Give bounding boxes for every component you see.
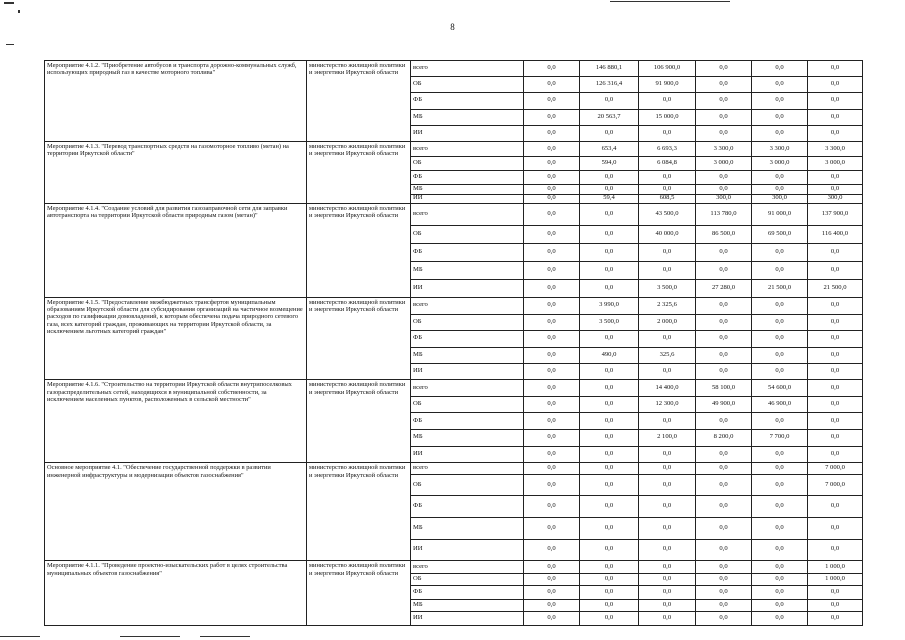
amount-cell: 0,0	[808, 518, 863, 540]
amount-cell: 0,0	[696, 109, 752, 125]
amount-cell: 0,0	[752, 347, 808, 363]
amount-cell: 49 900,0	[696, 396, 752, 413]
amount-cell: 0,0	[639, 171, 696, 185]
measure-title: Мероприятие 4.1.5. "Предоставление межбюджетных трансфертов муниципальным образованиям Иркутской области для субсидирования организаций на частичное возмещение расходов по газификации домовладений, к которым обеспечена подача природного сетевого газа, всех категорий граждан, проживающих на территории Иркутской области, за исключением льготных категорий граждан"	[45, 297, 307, 380]
amount-cell: 0,0	[524, 347, 580, 363]
table-row	[45, 141, 863, 157]
amount-cell: 0,0	[752, 463, 808, 475]
funding-source: всего	[411, 463, 524, 475]
amount-cell: 0,0	[639, 518, 696, 540]
amount-cell: 0,0	[524, 446, 580, 463]
table-row	[45, 380, 863, 397]
amount-cell: 0,0	[580, 225, 639, 243]
amount-cell: 0,0	[808, 496, 863, 518]
funding-source: ИИ	[411, 539, 524, 561]
amount-cell: 126 316,4	[580, 76, 639, 92]
amount-cell: 3 500,0	[639, 279, 696, 297]
amount-cell: 300,0	[752, 194, 808, 203]
amount-cell: 8 200,0	[696, 430, 752, 447]
funding-source: ОБ	[411, 396, 524, 413]
amount-cell: 7 700,0	[752, 430, 808, 447]
funding-source: ОБ	[411, 225, 524, 243]
amount-cell: 0,0	[696, 413, 752, 430]
funding-source: всего	[411, 297, 524, 314]
amount-cell: 0,0	[696, 314, 752, 330]
amount-cell: 15 000,0	[639, 109, 696, 125]
funding-source: МБ	[411, 109, 524, 125]
responsible-executor: министерство жилищной политики и энергетики Иркутской области	[307, 297, 411, 380]
amount-cell: 0,0	[580, 413, 639, 430]
amount-cell: 3 300,0	[808, 141, 863, 157]
amount-cell: 0,0	[696, 347, 752, 363]
amount-cell: 608,5	[639, 194, 696, 203]
amount-cell: 0,0	[752, 539, 808, 561]
amount-cell: 0,0	[808, 585, 863, 599]
amount-cell: 0,0	[524, 109, 580, 125]
funding-source: ИИ	[411, 611, 524, 625]
amount-cell: 0,0	[580, 539, 639, 561]
amount-cell: 0,0	[524, 157, 580, 171]
funding-source: МБ	[411, 184, 524, 194]
amount-cell: 27 280,0	[696, 279, 752, 297]
amount-cell: 0,0	[808, 61, 863, 77]
amount-cell: 0,0	[752, 585, 808, 599]
amount-cell: 0,0	[524, 561, 580, 574]
budget-table-body	[45, 61, 863, 626]
funding-source: МБ	[411, 599, 524, 611]
scan-mark-bottom-left	[0, 636, 40, 637]
measure-title: Мероприятие 4.1.2. "Приобретение автобусов и транспорта дорожно-коммунальных служб, использующих природный газ в качестве моторного топлива"	[45, 61, 307, 142]
amount-cell: 0,0	[752, 261, 808, 279]
funding-source: ИИ	[411, 446, 524, 463]
amount-cell: 300,0	[696, 194, 752, 203]
amount-cell: 0,0	[696, 518, 752, 540]
amount-cell: 137 900,0	[808, 203, 863, 225]
amount-cell: 54 600,0	[752, 380, 808, 397]
amount-cell: 7 000,0	[808, 474, 863, 496]
amount-cell: 0,0	[752, 76, 808, 92]
amount-cell: 0,0	[639, 125, 696, 141]
amount-cell: 0,0	[752, 413, 808, 430]
amount-cell: 2 000,0	[639, 314, 696, 330]
amount-cell: 0,0	[808, 599, 863, 611]
amount-cell: 0,0	[524, 396, 580, 413]
amount-cell: 3 000,0	[696, 157, 752, 171]
amount-cell: 0,0	[696, 574, 752, 586]
amount-cell: 46 900,0	[752, 396, 808, 413]
amount-cell: 0,0	[696, 331, 752, 347]
funding-source: ИИ	[411, 125, 524, 141]
amount-cell: 7 000,0	[808, 463, 863, 475]
amount-cell: 0,0	[808, 611, 863, 625]
amount-cell: 0,0	[580, 518, 639, 540]
amount-cell: 0,0	[752, 363, 808, 379]
amount-cell: 0,0	[580, 463, 639, 475]
funding-source: ОБ	[411, 574, 524, 586]
amount-cell: 0,0	[524, 574, 580, 586]
funding-source: ИИ	[411, 279, 524, 297]
amount-cell: 0,0	[808, 539, 863, 561]
responsible-executor: министерство жилищной политики и энергетики Иркутской области	[307, 463, 411, 561]
funding-source: ОБ	[411, 157, 524, 171]
amount-cell: 1 000,0	[808, 574, 863, 586]
funding-source: ФБ	[411, 331, 524, 347]
amount-cell: 0,0	[524, 184, 580, 194]
amount-cell: 0,0	[524, 463, 580, 475]
scan-mark-left	[6, 44, 14, 45]
amount-cell: 300,0	[808, 194, 863, 203]
funding-source: ФБ	[411, 171, 524, 185]
funding-source: МБ	[411, 430, 524, 447]
amount-cell: 0,0	[696, 539, 752, 561]
amount-cell: 91 900,0	[639, 76, 696, 92]
amount-cell: 0,0	[580, 363, 639, 379]
amount-cell: 0,0	[580, 561, 639, 574]
responsible-executor: министерство жилищной политики и энергетики Иркутской области	[307, 561, 411, 625]
scan-mark-top-right	[610, 1, 730, 2]
amount-cell: 490,0	[580, 347, 639, 363]
amount-cell: 0,0	[696, 125, 752, 141]
amount-cell: 0,0	[524, 611, 580, 625]
measure-title: Мероприятие 4.1.3. "Перевод транспортных средств на газомоторное топливо (метан) на территории Иркутской области"	[45, 141, 307, 203]
amount-cell: 0,0	[580, 574, 639, 586]
amount-cell: 0,0	[524, 225, 580, 243]
amount-cell: 0,0	[580, 380, 639, 397]
amount-cell: 594,0	[580, 157, 639, 171]
amount-cell: 116 400,0	[808, 225, 863, 243]
amount-cell: 0,0	[580, 203, 639, 225]
amount-cell: 0,0	[580, 611, 639, 625]
funding-source: МБ	[411, 518, 524, 540]
amount-cell: 58 100,0	[696, 380, 752, 397]
amount-cell: 91 000,0	[752, 203, 808, 225]
amount-cell: 0,0	[639, 574, 696, 586]
amount-cell: 0,0	[580, 331, 639, 347]
amount-cell: 0,0	[696, 363, 752, 379]
amount-cell: 0,0	[524, 539, 580, 561]
amount-cell: 0,0	[696, 297, 752, 314]
amount-cell: 0,0	[524, 61, 580, 77]
amount-cell: 0,0	[808, 430, 863, 447]
amount-cell: 0,0	[524, 279, 580, 297]
amount-cell: 0,0	[639, 184, 696, 194]
amount-cell: 0,0	[808, 243, 863, 261]
responsible-executor: министерство жилищной политики и энергетики Иркутской области	[307, 141, 411, 203]
amount-cell: 0,0	[696, 261, 752, 279]
amount-cell: 0,0	[580, 243, 639, 261]
measure-title: Мероприятие 4.1.6. "Строительство на территории Иркутской области внутрипоселковых газораспределительных сетей, находящихся в муниципальной собственности, за исключением населенных пунктов, расположенных в сельской местности"	[45, 380, 307, 463]
funding-source: ФБ	[411, 243, 524, 261]
funding-source: всего	[411, 141, 524, 157]
amount-cell: 0,0	[524, 194, 580, 203]
amount-cell: 40 000,0	[639, 225, 696, 243]
amount-cell: 0,0	[639, 93, 696, 109]
funding-source: ФБ	[411, 585, 524, 599]
amount-cell: 0,0	[752, 243, 808, 261]
funding-source: МБ	[411, 261, 524, 279]
amount-cell: 0,0	[696, 93, 752, 109]
amount-cell: 0,0	[580, 93, 639, 109]
amount-cell: 0,0	[639, 539, 696, 561]
amount-cell: 0,0	[696, 61, 752, 77]
amount-cell: 0,0	[752, 331, 808, 347]
amount-cell: 0,0	[524, 599, 580, 611]
amount-cell: 0,0	[580, 446, 639, 463]
measure-title: Основное мероприятие 4.1. "Обеспечение государственной поддержки в развитии инженерной инфраструктуры и модернизации объектов газоснабжения"	[45, 463, 307, 561]
amount-cell: 0,0	[808, 109, 863, 125]
amount-cell: 0,0	[696, 76, 752, 92]
amount-cell: 43 500,0	[639, 203, 696, 225]
amount-cell: 0,0	[696, 496, 752, 518]
amount-cell: 0,0	[752, 446, 808, 463]
amount-cell: 12 300,0	[639, 396, 696, 413]
funding-source: всего	[411, 203, 524, 225]
amount-cell: 0,0	[808, 314, 863, 330]
amount-cell: 0,0	[752, 474, 808, 496]
amount-cell: 0,0	[808, 331, 863, 347]
amount-cell: 106 900,0	[639, 61, 696, 77]
budget-table	[44, 60, 863, 626]
funding-source: всего	[411, 61, 524, 77]
amount-cell: 0,0	[524, 363, 580, 379]
amount-cell: 0,0	[524, 413, 580, 430]
amount-cell: 0,0	[696, 585, 752, 599]
amount-cell: 0,0	[696, 611, 752, 625]
amount-cell: 0,0	[696, 171, 752, 185]
amount-cell: 0,0	[808, 380, 863, 397]
scan-mark-bottom-mid	[120, 636, 180, 637]
amount-cell: 3 500,0	[580, 314, 639, 330]
table-row	[45, 561, 863, 574]
scan-mark-top-left-2	[18, 10, 20, 13]
amount-cell: 0,0	[696, 463, 752, 475]
funding-source: ИИ	[411, 363, 524, 379]
funding-source: всего	[411, 380, 524, 397]
responsible-executor: министерство жилищной политики и энергетики Иркутской области	[307, 203, 411, 297]
funding-source: МБ	[411, 347, 524, 363]
amount-cell: 0,0	[639, 446, 696, 463]
amount-cell: 325,6	[639, 347, 696, 363]
amount-cell: 0,0	[580, 430, 639, 447]
amount-cell: 0,0	[580, 599, 639, 611]
amount-cell: 0,0	[524, 518, 580, 540]
funding-source: ОБ	[411, 474, 524, 496]
amount-cell: 0,0	[580, 184, 639, 194]
amount-cell: 0,0	[808, 363, 863, 379]
responsible-executor: министерство жилищной политики и энергетики Иркутской области	[307, 380, 411, 463]
responsible-executor: министерство жилищной политики и энергетики Иркутской области	[307, 61, 411, 142]
amount-cell: 0,0	[696, 561, 752, 574]
amount-cell: 0,0	[696, 446, 752, 463]
amount-cell: 0,0	[752, 314, 808, 330]
amount-cell: 86 500,0	[696, 225, 752, 243]
amount-cell: 0,0	[696, 599, 752, 611]
amount-cell: 0,0	[524, 203, 580, 225]
amount-cell: 3 000,0	[808, 157, 863, 171]
amount-cell: 0,0	[580, 585, 639, 599]
funding-source: ФБ	[411, 413, 524, 430]
table-row	[45, 463, 863, 475]
amount-cell: 0,0	[752, 496, 808, 518]
funding-source: ФБ	[411, 93, 524, 109]
funding-source: ОБ	[411, 76, 524, 92]
amount-cell: 0,0	[524, 297, 580, 314]
amount-cell: 0,0	[639, 261, 696, 279]
amount-cell: 0,0	[752, 109, 808, 125]
amount-cell: 0,0	[639, 599, 696, 611]
amount-cell: 0,0	[524, 331, 580, 347]
amount-cell: 0,0	[808, 347, 863, 363]
amount-cell: 0,0	[808, 446, 863, 463]
funding-source: ФБ	[411, 496, 524, 518]
amount-cell: 0,0	[808, 396, 863, 413]
amount-cell: 0,0	[524, 141, 580, 157]
amount-cell: 0,0	[752, 599, 808, 611]
page-number: 8	[450, 22, 455, 32]
amount-cell: 0,0	[752, 125, 808, 141]
amount-cell: 6 693,3	[639, 141, 696, 157]
amount-cell: 0,0	[524, 125, 580, 141]
amount-cell: 0,0	[639, 331, 696, 347]
amount-cell: 0,0	[580, 396, 639, 413]
amount-cell: 0,0	[808, 171, 863, 185]
amount-cell: 2 100,0	[639, 430, 696, 447]
amount-cell: 0,0	[639, 496, 696, 518]
amount-cell: 0,0	[580, 261, 639, 279]
amount-cell: 0,0	[752, 561, 808, 574]
amount-cell: 0,0	[808, 93, 863, 109]
amount-cell: 0,0	[808, 76, 863, 92]
measure-title: Мероприятие 4.1.1. "Проведение проектно-изыскательских работ в целях строительства муниципальных объектов газоснабжения"	[45, 561, 307, 625]
amount-cell: 0,0	[580, 496, 639, 518]
amount-cell: 0,0	[752, 184, 808, 194]
amount-cell: 146 880,1	[580, 61, 639, 77]
amount-cell: 0,0	[639, 585, 696, 599]
funding-source: ОБ	[411, 314, 524, 330]
amount-cell: 0,0	[752, 171, 808, 185]
amount-cell: 59,4	[580, 194, 639, 203]
amount-cell: 0,0	[696, 474, 752, 496]
amount-cell: 0,0	[580, 474, 639, 496]
amount-cell: 0,0	[524, 171, 580, 185]
amount-cell: 1 000,0	[808, 561, 863, 574]
amount-cell: 0,0	[524, 243, 580, 261]
amount-cell: 0,0	[580, 279, 639, 297]
amount-cell: 2 325,6	[639, 297, 696, 314]
amount-cell: 0,0	[639, 561, 696, 574]
amount-cell: 0,0	[808, 297, 863, 314]
amount-cell: 6 084,8	[639, 157, 696, 171]
amount-cell: 69 500,0	[752, 225, 808, 243]
amount-cell: 0,0	[524, 76, 580, 92]
measure-title: Мероприятие 4.1.4. "Создание условий для развития газозаправочной сети для заправки автотранспорта на территории Иркутской области природным газом (метан)"	[45, 203, 307, 297]
table-row	[45, 203, 863, 225]
amount-cell: 0,0	[639, 243, 696, 261]
amount-cell: 0,0	[639, 413, 696, 430]
amount-cell: 0,0	[524, 585, 580, 599]
amount-cell: 0,0	[524, 314, 580, 330]
amount-cell: 0,0	[752, 518, 808, 540]
amount-cell: 0,0	[752, 93, 808, 109]
amount-cell: 0,0	[524, 93, 580, 109]
amount-cell: 3 300,0	[752, 141, 808, 157]
amount-cell: 20 563,7	[580, 109, 639, 125]
amount-cell: 0,0	[808, 261, 863, 279]
table-row	[45, 297, 863, 314]
amount-cell: 0,0	[696, 243, 752, 261]
amount-cell: 0,0	[524, 380, 580, 397]
amount-cell: 3 300,0	[696, 141, 752, 157]
amount-cell: 0,0	[524, 496, 580, 518]
scan-mark-bottom-mid-2	[200, 636, 250, 637]
amount-cell: 0,0	[639, 611, 696, 625]
amount-cell: 0,0	[524, 430, 580, 447]
amount-cell: 0,0	[639, 363, 696, 379]
funding-source: всего	[411, 561, 524, 574]
amount-cell: 14 400,0	[639, 380, 696, 397]
amount-cell: 3 990,0	[580, 297, 639, 314]
amount-cell: 0,0	[808, 413, 863, 430]
amount-cell: 3 000,0	[752, 157, 808, 171]
table-row	[45, 61, 863, 77]
amount-cell: 0,0	[752, 611, 808, 625]
scan-mark-top-left	[4, 2, 14, 4]
amount-cell: 0,0	[524, 474, 580, 496]
amount-cell: 0,0	[752, 297, 808, 314]
amount-cell: 0,0	[524, 261, 580, 279]
amount-cell: 113 780,0	[696, 203, 752, 225]
amount-cell: 0,0	[808, 184, 863, 194]
amount-cell: 0,0	[696, 184, 752, 194]
amount-cell: 0,0	[639, 463, 696, 475]
amount-cell: 0,0	[752, 61, 808, 77]
amount-cell: 0,0	[580, 171, 639, 185]
amount-cell: 0,0	[639, 474, 696, 496]
amount-cell: 21 500,0	[808, 279, 863, 297]
amount-cell: 0,0	[752, 574, 808, 586]
amount-cell: 0,0	[580, 125, 639, 141]
funding-source: ИИ	[411, 194, 524, 203]
amount-cell: 0,0	[808, 125, 863, 141]
amount-cell: 21 500,0	[752, 279, 808, 297]
amount-cell: 653,4	[580, 141, 639, 157]
